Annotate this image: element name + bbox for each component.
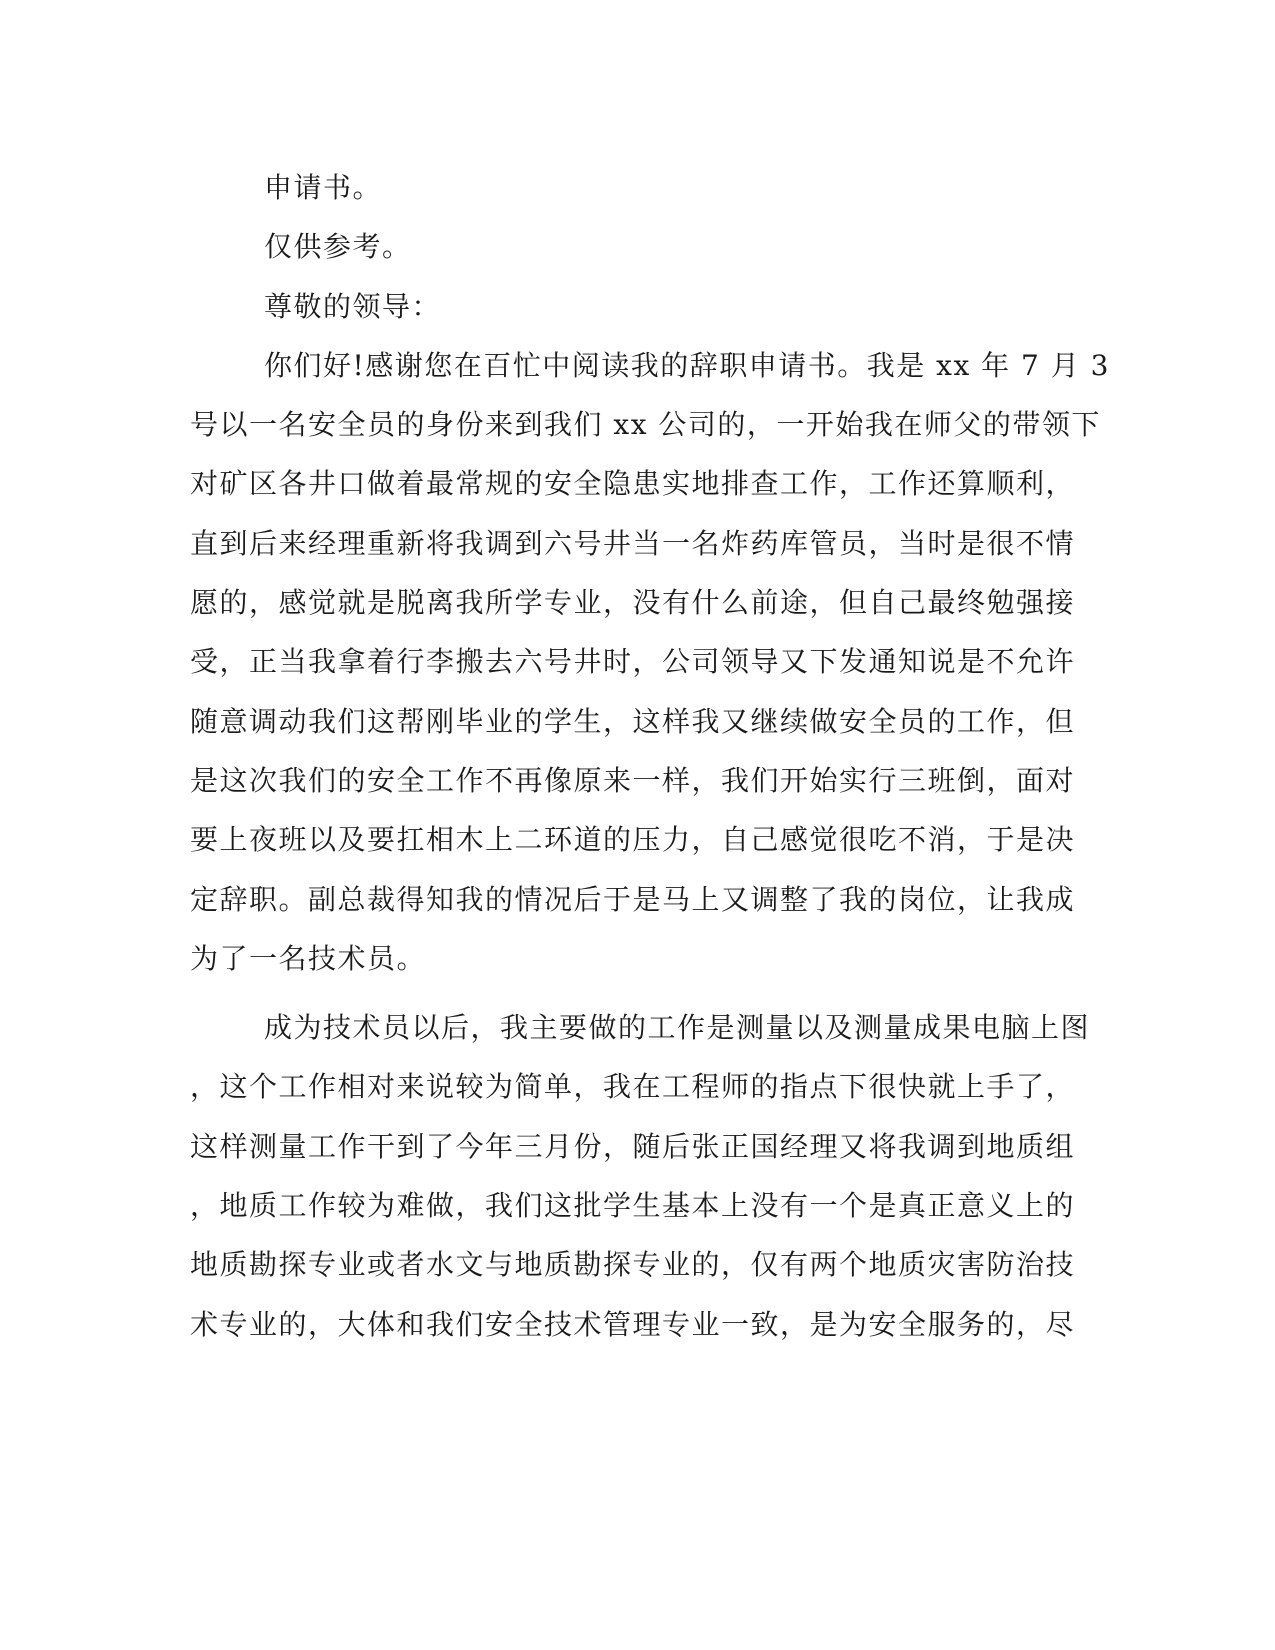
text-line: ，地质工作较为难做，我们这批学生基本上没有一个是真正意义上的: [190, 1189, 1076, 1223]
text-line: 为了一名技术员。: [190, 941, 427, 975]
text-line: 地质勘探专业或者水文与地质勘探专业的，仅有两个地质灾害防治技: [190, 1248, 1076, 1282]
text-line: 申请书。: [264, 171, 383, 204]
text-line: 定辞职。副总裁得知我的情况后于是马上又调整了我的岗位，让我成: [190, 882, 1076, 916]
text-line: 号以一名安全员的身份来到我们 xx 公司的，一开始我在师父的带领下: [190, 408, 1101, 442]
text-line: 要上夜班以及要扛相木上二环道的压力，自己感觉很吃不消，于是决: [190, 823, 1076, 857]
text-line: 你们好!感谢您在百忙中阅读我的辞职申请书。我是 xx 年 7 月 3: [264, 348, 1110, 382]
text-line: 术专业的，大体和我们安全技术管理专业一致，是为安全服务的，尽: [190, 1307, 1076, 1341]
text-line: 受，正当我拿着行李搬去六号井时，公司领导又下发通知说是不允许: [190, 645, 1076, 679]
text-line: 成为技术员以后，我主要做的工作是测量以及测量成果电脑上图: [264, 1011, 1091, 1045]
text-line: 仅供参考。: [264, 230, 412, 264]
text-line: 这样测量工作干到了今年三月份，随后张正国经理又将我调到地质组: [190, 1129, 1076, 1163]
text-line: 对矿区各井口做着最常规的安全隐患实地排查工作，工作还算顺利，: [190, 467, 1076, 501]
salutation-line: 尊敬的领导：: [264, 289, 442, 323]
text-line: 是这次我们的安全工作不再像原来一样，我们开始实行三班倒，面对: [190, 763, 1076, 797]
text-line: 随意调动我们这帮刚毕业的学生，这样我又继续做安全员的工作，但: [190, 704, 1076, 738]
text-line: ，这个工作相对来说较为简单，我在工程师的指点下很快就上手了，: [190, 1070, 1076, 1104]
text-line: 愿的，感觉就是脱离我所学专业，没有什么前途，但自己最终勉强接: [190, 586, 1076, 620]
text-line: 直到后来经理重新将我调到六号井当一名炸药库管员，当时是很不情: [190, 526, 1076, 560]
document-body: [190, 158, 1110, 1354]
